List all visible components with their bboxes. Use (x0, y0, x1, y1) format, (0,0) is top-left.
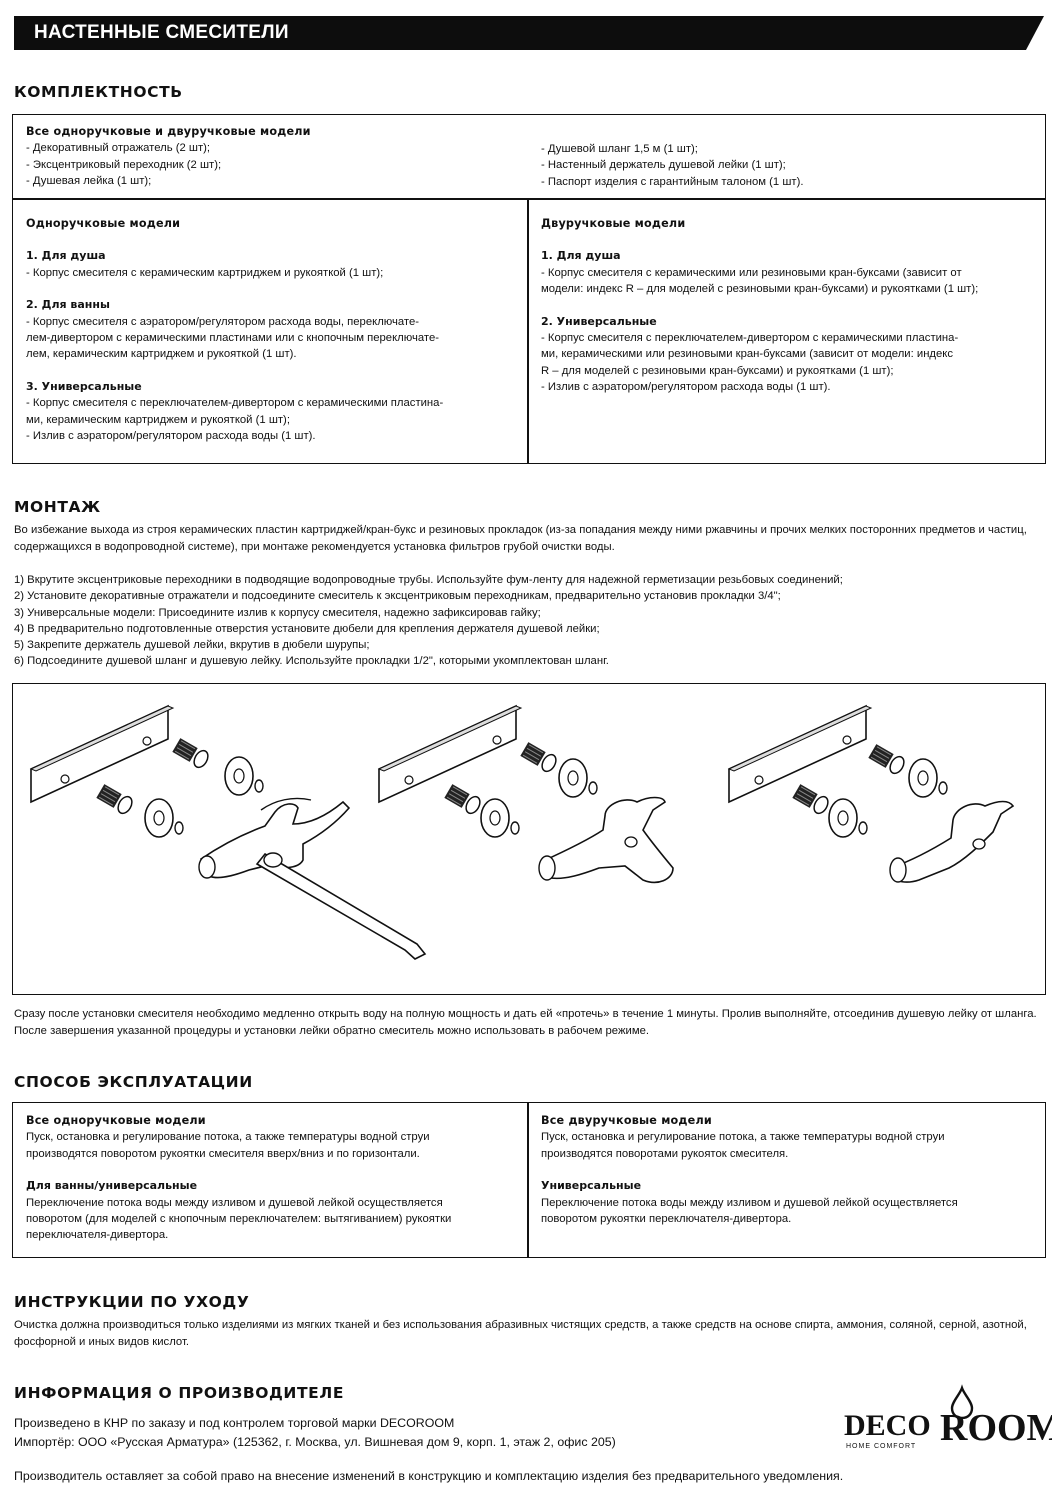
kit-line: модели: индекс R – для моделей с резиновыми кран-буксами) и рукоятками (1 шт); (541, 283, 979, 296)
decoroom-logo-mark (842, 1380, 1052, 1450)
installation-drawing (13, 684, 1044, 993)
header-banner (14, 16, 1044, 50)
kit-double-models (541, 216, 1039, 396)
kit-line: лем-дивертором с керамическими пластинами или с кнопочным переключате- (26, 332, 439, 345)
kit-double-shower-title: 1. Для душа (541, 249, 621, 263)
kit-single-title: Одноручковые модели (26, 217, 181, 230)
kit-all-item: - Эксцентриковый переходник (2 шт); (26, 158, 222, 171)
illustration-bath-long-spout (31, 706, 425, 959)
section-title-care: ИНСТРУКЦИИ ПО УХОДУ (14, 1293, 250, 1311)
illustration-bath-short-spout (379, 706, 673, 882)
kit-all-models-left (26, 124, 526, 190)
mount-after-note: Сразу после установки смесителя необходимо медленно открыть воду на полную мощность и дать ей «протечь» в течение 1 минуты. Пролив выполняйте, отсоединив душевую лейку от шланга. После завершения указанной процедуры и установки лейки обратно смеситель можно использовать в рабочем режиме. (14, 1008, 1037, 1037)
kit-all-item: - Декоративный отражатель (2 шт); (26, 142, 211, 155)
usage-line: Переключение потока воды между изливом и душевой лейкой осуществляется (26, 1196, 443, 1209)
decoroom-logo (842, 1380, 1052, 1450)
kit-double-univ-title: 2. Универсальные (541, 314, 657, 328)
installation-illustration (12, 683, 1046, 995)
usage-single (26, 1113, 521, 1244)
kit-line: ми, керамическим картриджем и рукояткой (1 шт); (26, 413, 290, 426)
kit-all-item: - Душевой шланг 1,5 м (1 шт); (541, 143, 698, 155)
kit-all-models-right (541, 141, 1041, 190)
kit-line: - Корпус смесителя с переключателем-дивертором с керамическими пластина- (541, 332, 959, 345)
usage-line: Пуск, остановка и регулирование потока, а также температуры водной струи (541, 1131, 945, 1144)
usage-bath-title: Для ванны/универсальные (26, 1179, 198, 1193)
kit-line: - Излив с аэратором/регулятором расхода воды (1 шт). (541, 381, 831, 394)
usage-line: производятся поворотом рукоятки смесителя вверх/вниз и по горизонтали. (26, 1147, 420, 1160)
mount-intro: Во избежание выхода из строя керамических пластин картриджей/кран-букс и резиновых прокладок (из-за попадания между ними ржавчины и прочих мелких посторонних предметов и частиц, содержащихся в водопроводной системе), при монтаже рекомендуется установка фильтров грубой очистки воды. (14, 524, 1027, 553)
mount-step: 2) Установите декоративные отражатели и подсоедините смеситель к эксцентриковым переходникам, предварительно установив прокладки 3/4"; (14, 590, 781, 603)
usage-line: переключателя-дивертора. (26, 1229, 169, 1242)
kit-line: - Корпус смесителя с аэратором/регулятором расхода воды, переключате- (26, 315, 420, 328)
kit-line: - Корпус смесителя с переключателем-дивертором с керамическими пластина- (26, 397, 444, 410)
kit-single-shower-title: 1. Для душа (26, 249, 106, 263)
kit-all-item: - Душевая лейка (1 шт); (26, 175, 152, 188)
mount-step: 4) В предварительно подготовленные отверстия установите дюбели для крепления держателя душевой лейки; (14, 622, 600, 635)
logo-tagline: HOME COMFORT (846, 1443, 917, 1450)
care-text: Очистка должна производиться только изделиями из мягких тканей и без использования абразивных чистящих средств, а также средств на основе спирта, аммония, соляной, серной, азотной, фосфорной и иных видов кислот. (14, 1319, 1027, 1348)
usage-double (541, 1113, 1039, 1227)
section-title-kit: КОМПЛЕКТНОСТЬ (14, 83, 183, 101)
kit-line: R – для моделей с резиновыми кран-буксами) и рукоятками (1 шт); (541, 364, 894, 377)
kit-table-column-divider (527, 198, 529, 464)
usage-single-title: Все одноручковые модели (26, 1114, 206, 1127)
logo-room-text: ROOM (940, 1407, 1052, 1449)
kit-line: лем, керамическим картриджем и рукояткой (1 шт). (26, 348, 297, 361)
section-title-mount: МОНТАЖ (14, 498, 101, 516)
section-title-maker: ИНФОРМАЦИЯ О ПРОИЗВОДИТЕЛЕ (14, 1384, 345, 1402)
kit-single-bath-title: 2. Для ванны (26, 298, 110, 312)
kit-line: - Корпус смесителя с керамическими или резиновыми кран-буксами (зависит от (541, 266, 962, 279)
maker-line-1: Произведено в КНР по заказу и под контролем торговой марки DECOROOM (14, 1416, 455, 1430)
mount-step: 3) Универсальные модели: Присоедините излив к корпусу смесителя, надежно зафиксировав гайку; (14, 606, 541, 619)
usage-table-column-divider (527, 1102, 529, 1258)
maker-line-2: Импортёр: ООО «Русская Арматура» (125362, г. Москва, ул. Вишневая дом 9, корп. 1, этаж 2, офис 205) (14, 1435, 616, 1449)
usage-line: производятся поворотами рукояток смесителя. (541, 1147, 789, 1160)
usage-double-title: Все двуручковые модели (541, 1114, 712, 1127)
kit-all-item: - Настенный держатель душевой лейки (1 шт); (541, 159, 786, 172)
usage-line: поворотом рукоятки переключателя-дивертора. (541, 1213, 792, 1226)
usage-univ-title: Универсальные (541, 1179, 642, 1193)
usage-line: Переключение потока воды между изливом и душевой лейкой осуществляется (541, 1196, 958, 1209)
mount-steps (14, 572, 1048, 670)
usage-line: поворотом (для моделей с кнопочным переключателем: вытягиванием) рукоятки (26, 1213, 452, 1226)
kit-table-divider (12, 198, 1046, 200)
mount-step: 1) Вкрутите эксцентриковые переходники в подводящие водопроводные трубы. Используйте фум-ленту для надежной герметизации резьбовых соединений; (14, 574, 843, 586)
kit-double-title: Двуручковые модели (541, 217, 686, 230)
mount-step: 6) Подсоедините душевой шланг и душевую лейку. Используйте прокладки 1/2", которыми укомплектован шланг. (14, 655, 609, 668)
section-title-usage: СПОСОБ ЭКСПЛУАТАЦИИ (14, 1073, 253, 1091)
kit-line: ми, керамическими или резиновыми кран-буксами (зависит от модели: индекс (541, 348, 954, 361)
illustration-shower-mixer (729, 706, 1013, 882)
mount-step: 5) Закрепите держатель душевой лейки, вкрутив в дюбели шурупы; (14, 639, 370, 652)
kit-all-title: Все одноручковые и двуручковые модели (26, 125, 311, 138)
logo-deco-text: DECO (844, 1409, 931, 1442)
kit-single-models (26, 216, 521, 444)
page-title: НАСТЕННЫЕ СМЕСИТЕЛИ (34, 22, 289, 43)
kit-line: - Излив с аэратором/регулятором расхода воды (1 шт). (26, 430, 316, 443)
maker-note: Производитель оставляет за собой право на внесение изменений в конструкцию и комплектацию изделия без предварительного уведомления. (14, 1469, 844, 1483)
kit-all-item: - Паспорт изделия с гарантийным талоном (1 шт). (541, 175, 804, 188)
usage-line: Пуск, остановка и регулирование потока, а также температуры водной струи (26, 1131, 430, 1144)
kit-single-univ-title: 3. Универсальные (26, 379, 142, 393)
kit-line: - Корпус смесителя с керамическим картриджем и рукояткой (1 шт); (26, 266, 384, 279)
